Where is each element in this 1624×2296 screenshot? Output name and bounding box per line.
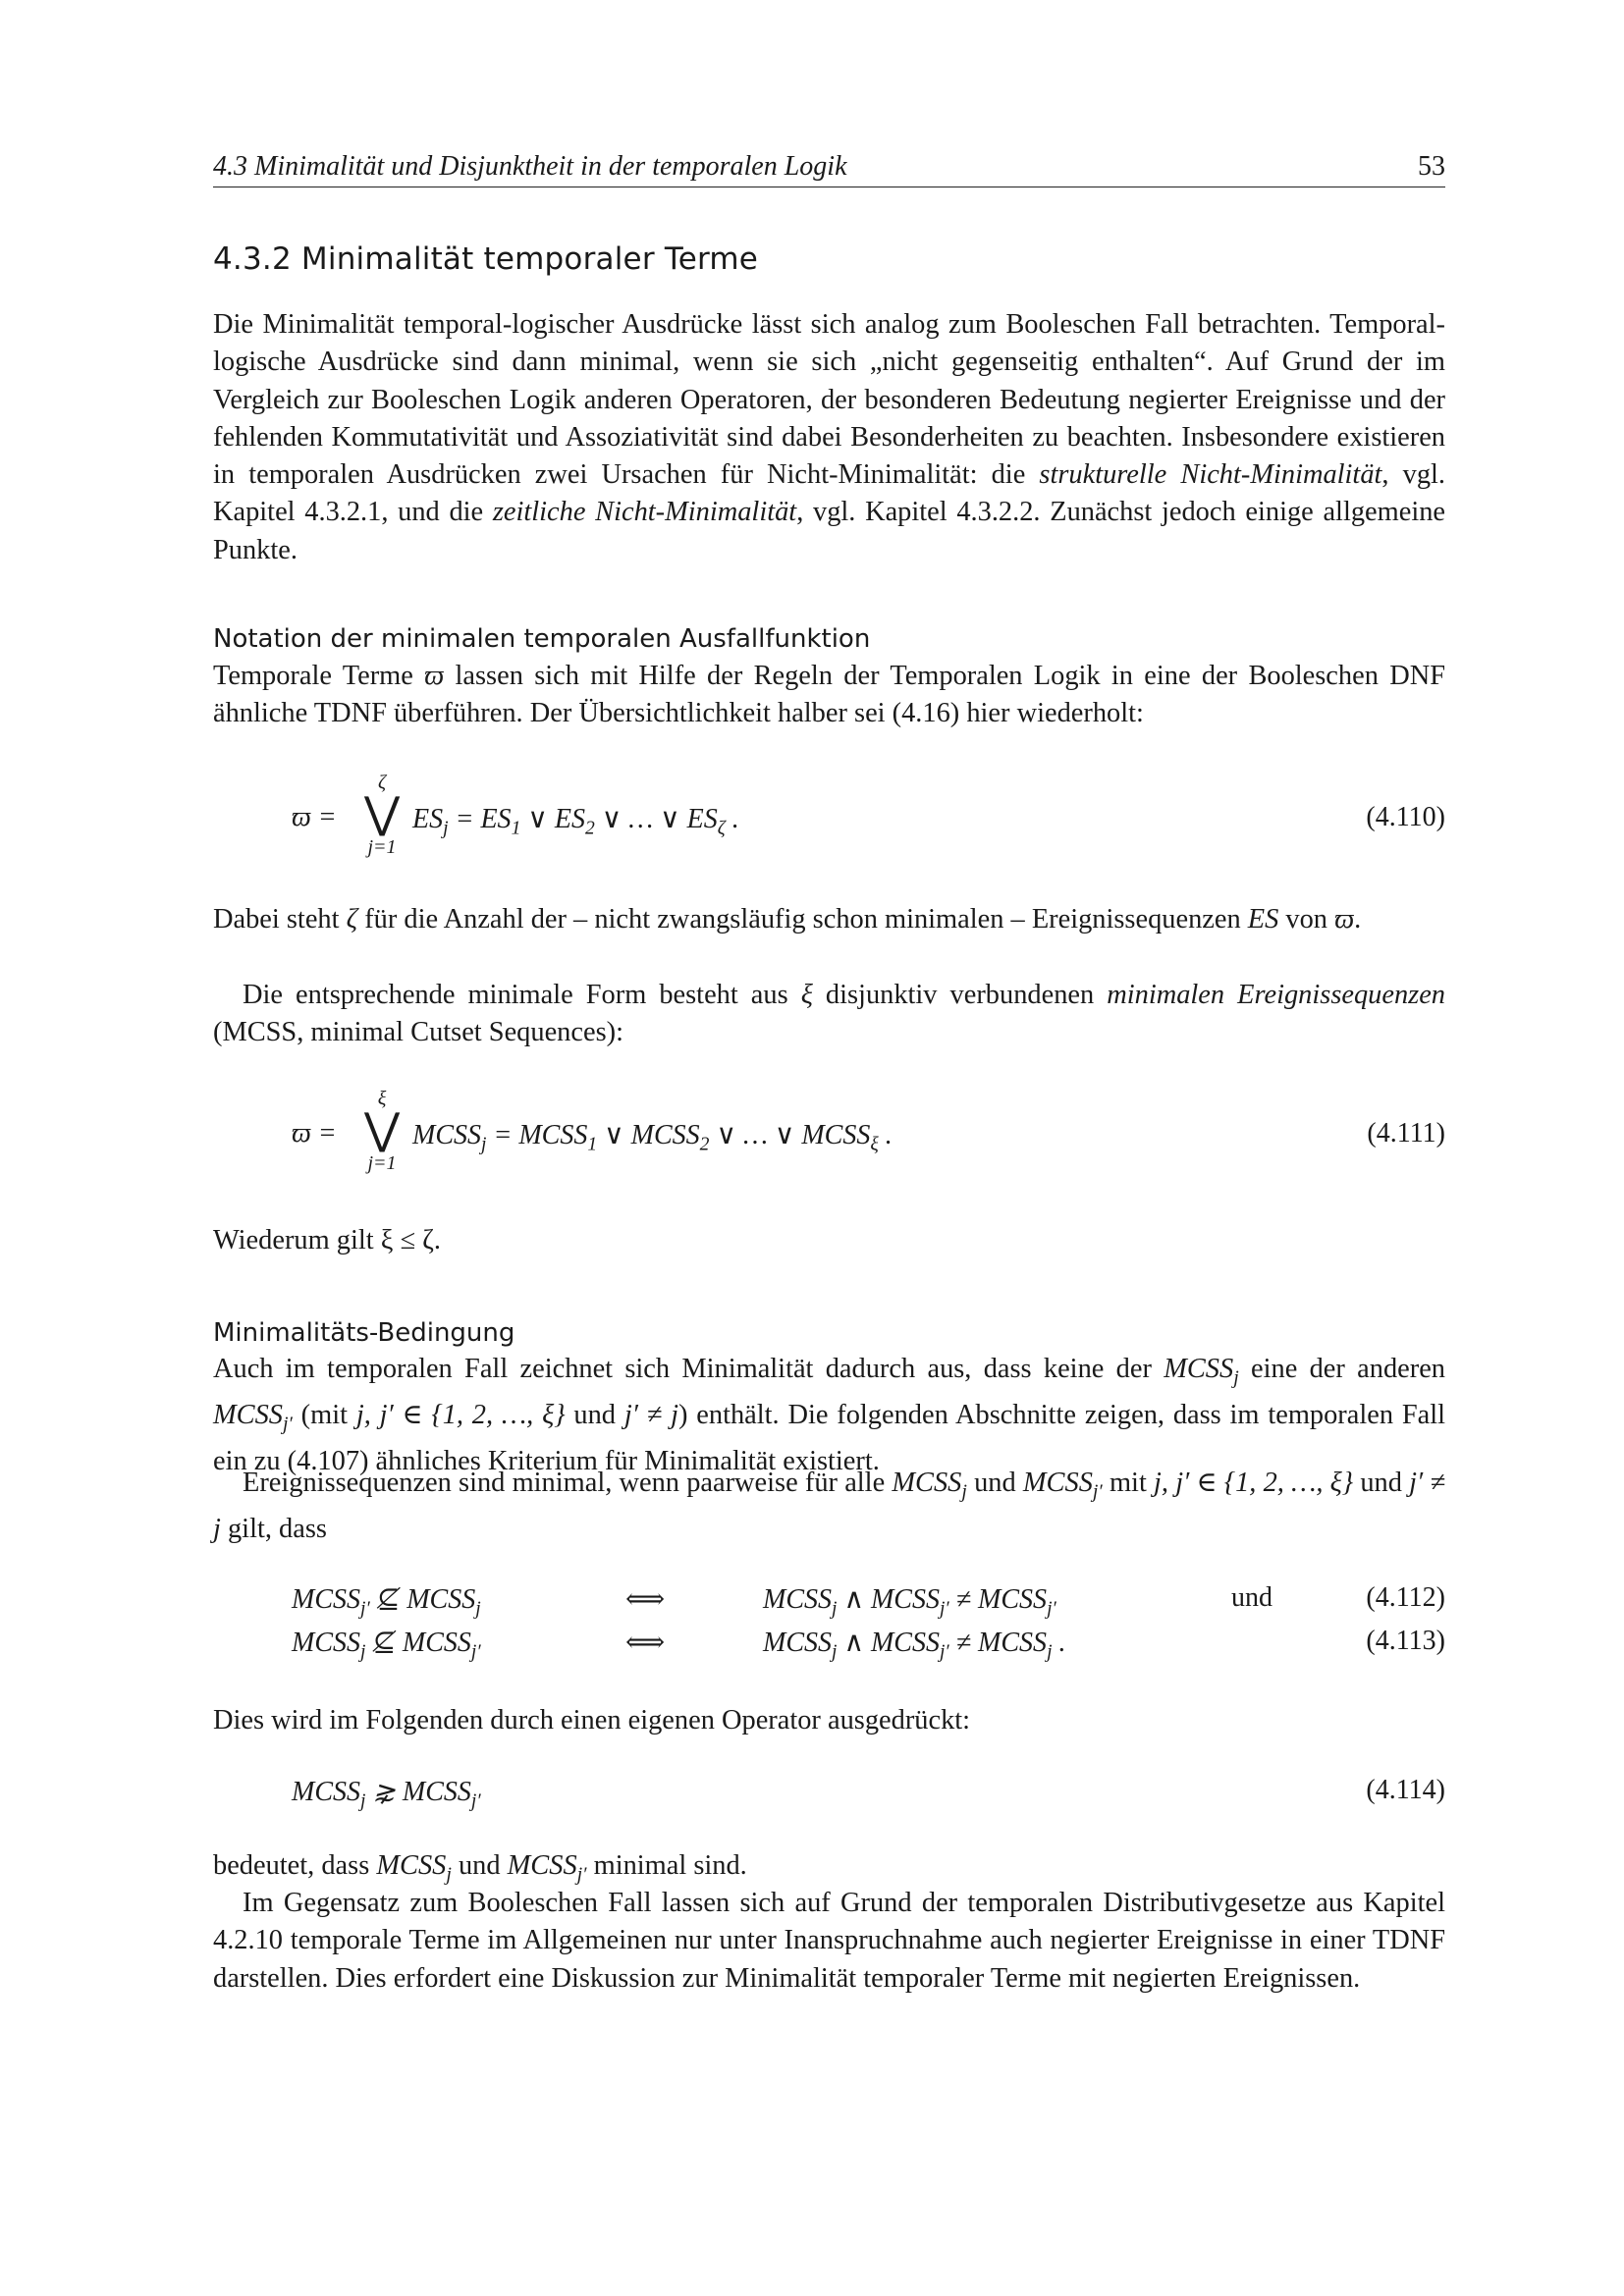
running-title: 4.3 Minimalität und Disjunktheit in der temporalen Logik [213, 151, 847, 182]
section-title: 4.3.2 Minimalität temporaler Terme [213, 241, 759, 277]
eq1-lhs: ϖ = [292, 802, 337, 832]
eq2-rhs: $MCSS_j$ = $MCSS_1$ ∨ $MCSS_2$ ∨ … ∨ $MCSS_\xi$ . [412, 1120, 893, 1155]
condition-paragraph-5: Im Gegensatz zum Booleschen Fall lassen sich auf Grund der temporalen Distributivgesetze aus Kapitel 4.2.10 temporale Terme im Allgemeinen nur unter Inanspruchnahme auch negierter Ereignisse in einer TDNF darstellen. Dies erfordert eine Diskussion zur Minimalität temporaler Terme mit negierten Ereignissen. [213, 1888, 1445, 1994]
condition-paragraph-2: Ereignissequenzen sind minimal, wenn paarweise für alle $MCSS_j$ und $MCSS_{j'}$ mit j, j′ ∈ {1, 2, …, ξ} und j′ ≠ j gilt, dass [213, 1468, 1446, 1544]
equation-number: (4.112) [1366, 1582, 1445, 1613]
condition-paragraph: Auch im temporalen Fall zeichnet sich Minimalität dadurch aus, dass keine der $MCSS_j$ eine der anderen $MCSS_{j'}$ (mit j, j′ ∈ {1, 2, …, ξ} und j′ ≠ j) enthält. Die folgenden Abschnitte zeigen, dass im temporalen Fall ein zu (4.107) ähnliches Kriterium für Minimalität existiert. [213, 1354, 1446, 1476]
equation-4-111 [213, 1087, 1445, 1195]
equation-4-110 [213, 771, 1445, 879]
big-or-operator: ξ ⋁ j=1 [363, 1088, 401, 1174]
equation-4-113 [213, 1626, 1445, 1665]
condition-paragraph-3: Dies wird im Folgenden durch einen eigenen Operator ausgedrückt: [213, 1705, 971, 1735]
notation-paragraph-4: Wiederum gilt ξ ≤ ζ. [213, 1225, 442, 1255]
equation-4-112 [213, 1582, 1445, 1622]
eq-conjunction: und [1231, 1582, 1272, 1613]
equation-number: (4.110) [1366, 802, 1445, 832]
equivalence-arrow: ⟺ [625, 1628, 666, 1658]
eq-left: $MCSS_{j'}$ ⊈ $MCSS_j$ [292, 1584, 481, 1620]
equation-number: (4.111) [1367, 1118, 1445, 1148]
notation-paragraph-3: Die entsprechende minimale Form besteht aus ξ disjunktiv verbundenen minimalen Ereignissequenzen (MCSS, minimal Cutset Sequences): [213, 980, 1445, 1048]
eq-expression: $MCSS_j$ ⋧ $MCSS_{j'}$ [292, 1777, 481, 1812]
notation-paragraph: Temporale Terme ϖ lassen sich mit Hilfe der Regeln der Temporalen Logik in eine der Booleschen DNF ähnliche TDNF überführen. Der Übersichtlichkeit halber sei (4.16) hier wiederholt: [213, 661, 1445, 729]
running-head [213, 147, 1445, 187]
condition-heading: Minimalitäts-Bedingung [213, 1318, 515, 1348]
intro-paragraph: Die Minimalität temporal-logischer Ausdrücke lässt sich analog zum Booleschen Fall betrachten. Temporal-logische Ausdrücke sind dann minimal, wenn sie sich „nicht gegenseitig enthalten“. Auf Grund der im Vergleich zur Booleschen Logik anderen Operatoren, der besonderen Bedeutung negierter Ereignisse und der fehlenden Kommutativität und Assoziativität sind dabei Besonderheiten zu beachten. Insbesondere existieren in temporalen Ausdrücken zwei Ursachen für Nicht-Minimalität: die strukturelle Nicht-Minimalität, vgl. Kapitel 4.3.2.1, und die zeitliche Nicht-Minimalität, vgl. Kapitel 4.3.2.2. Zunächst jedoch einige allgemeine Punkte. [213, 309, 1446, 565]
page-number: 53 [1418, 151, 1445, 182]
eq-right: $MCSS_j$ ∧ $MCSS_{j'}$ ≠ $MCSS_j$ . [763, 1628, 1066, 1663]
notation-paragraph-2: Dabei steht ζ für die Anzahl der – nicht zwangsläufig schon minimalen – Ereignissequenzen ES von ϖ. [213, 904, 1362, 934]
equivalence-arrow: ⟺ [625, 1584, 666, 1615]
eq-left: $MCSS_j$ ⊈ $MCSS_{j'}$ [292, 1628, 481, 1663]
eq1-rhs: $ES_j = ES_1$ ∨ $ES_2$ ∨ … ∨ $ES_\zeta$ . [412, 804, 739, 839]
eq2-lhs: ϖ = [292, 1118, 337, 1148]
notation-heading: Notation der minimalen temporalen Ausfallfunktion [213, 624, 871, 654]
equation-4-114 [213, 1775, 1445, 1814]
eq-right: $MCSS_j$ ∧ $MCSS_{j'}$ ≠ $MCSS_{j'}$ [763, 1584, 1056, 1620]
big-or-operator: ζ ⋁ j=1 [363, 772, 401, 858]
equation-number: (4.113) [1366, 1626, 1445, 1656]
condition-paragraph-4: bedeutet, dass $MCSS_j$ und $MCSS_{j'}$ minimal sind. [213, 1850, 747, 1886]
equation-number: (4.114) [1366, 1775, 1445, 1805]
